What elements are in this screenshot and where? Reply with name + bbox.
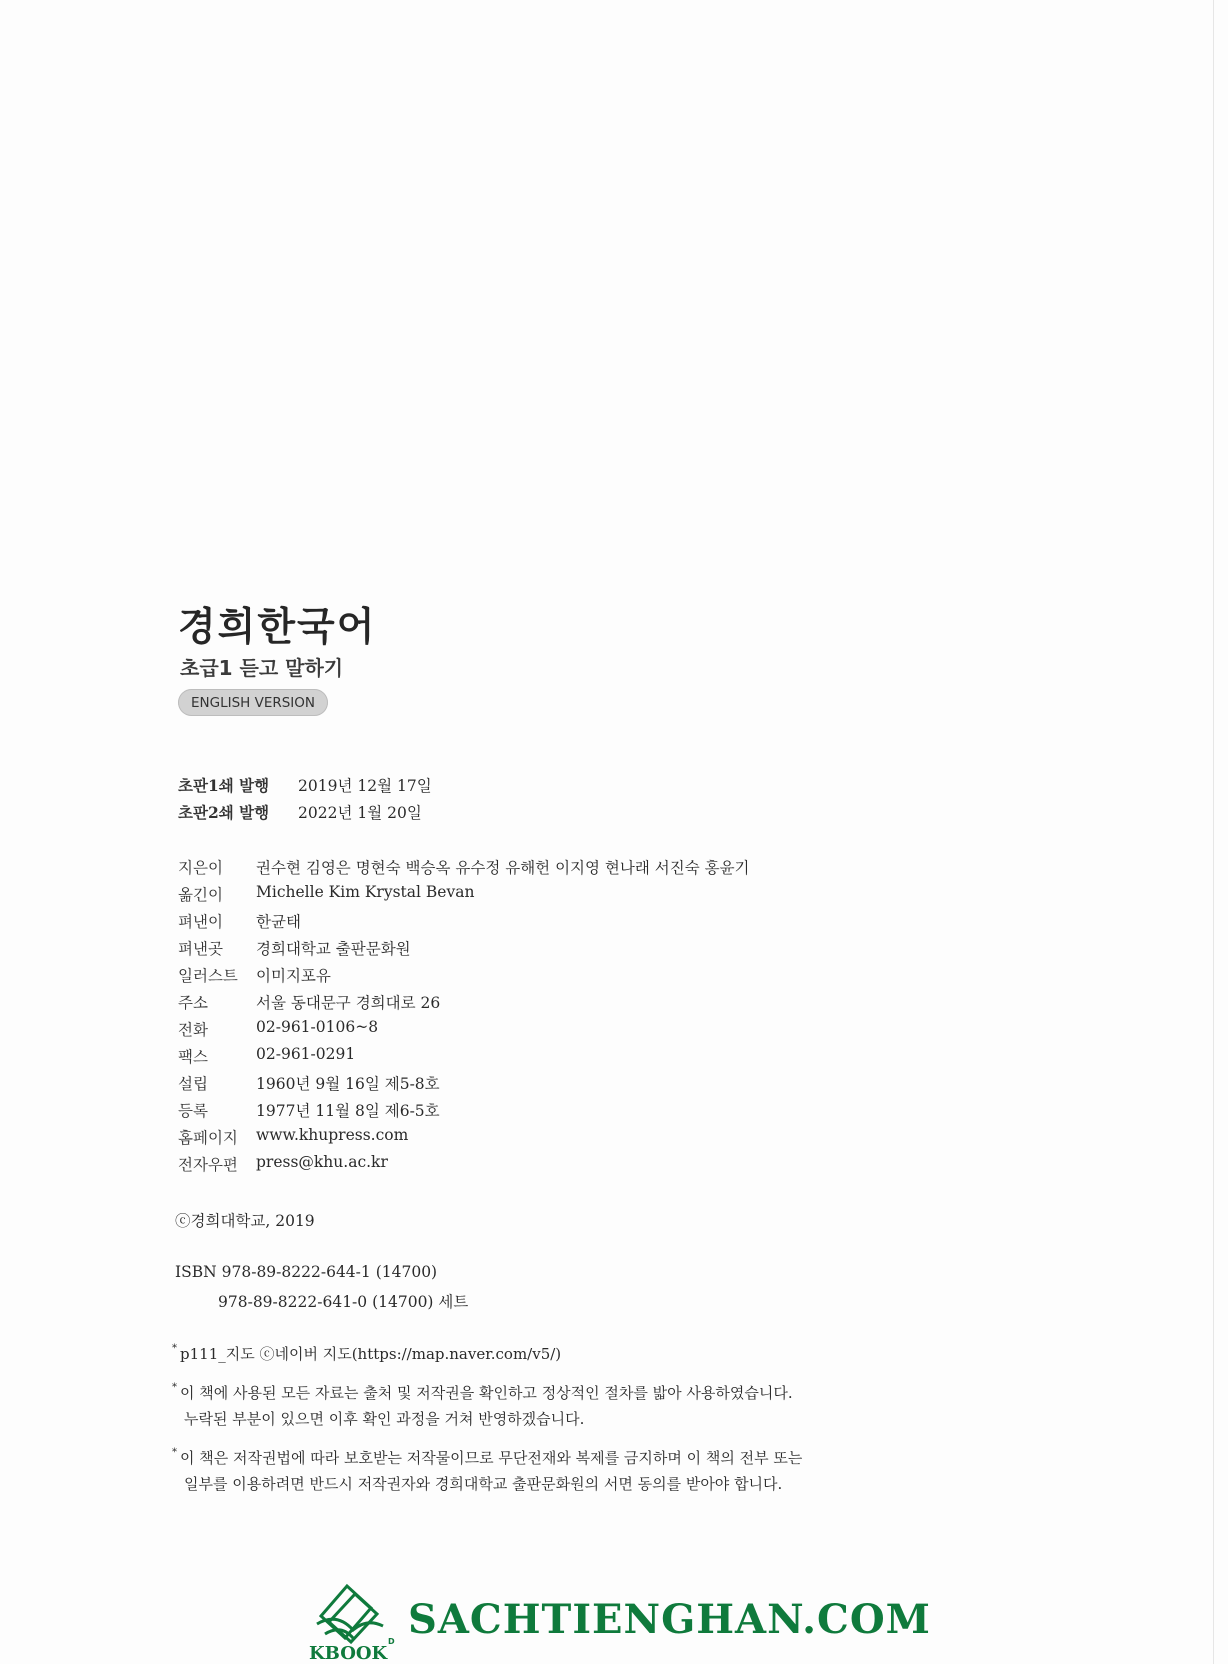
credit-row [178,1045,750,1072]
credit-label: 펴낸이 [178,913,223,931]
credit-row [178,910,750,937]
credit-value: 1977년 11월 8일 제6-5호 [256,1102,440,1120]
credit-row [178,991,750,1018]
asterisk-icon: * [172,1382,177,1393]
logo-text: KBOOK [309,1643,388,1662]
note-copyright-law [172,1447,802,1499]
credit-row [178,937,750,964]
asterisk-icon: * [172,1447,177,1458]
credit-label: 전자우편 [178,1156,238,1174]
print-date: 2019년 12월 17일 [298,777,432,795]
edition-badge: ENGLISH VERSION [178,689,328,716]
print-row [178,774,432,801]
credit-label: 주소 [178,994,208,1012]
copyright-notice: ⓒ경희대학교, 2019 [175,1212,315,1230]
credit-value: 02-961-0106~8 [256,1018,379,1036]
credit-label: 홈페이지 [178,1129,238,1147]
logo-mark: D [388,1637,395,1646]
note-text: 이 책은 저작권법에 따라 보호받는 저작물이므로 무단전재와 복제를 금지하며 이 책의 전부 또는 [180,1449,803,1467]
credit-row [178,964,750,991]
note-line [172,1382,802,1408]
book-subtitle: 초급1 듣고 말하기 [180,656,344,680]
watermark-site: SACHTIENGHAN.COM [408,1596,931,1643]
note-text: 이 책에 사용된 모든 자료는 출처 및 저작권을 확인하고 정상적인 절차를 밟아 사용하였습니다. [180,1384,793,1402]
notes-section [172,1343,802,1512]
note-line: 일부를 이용하려면 반드시 저작권자와 경희대학교 출판문화원의 서면 동의를 받아야 합니다. [184,1475,783,1493]
note-sources [172,1382,802,1434]
credit-value: 경희대학교 출판문화원 [256,940,411,958]
print-date: 2022년 1월 20일 [298,804,422,822]
credit-label: 설립 [178,1075,208,1093]
credit-label: 지은이 [178,859,223,877]
credit-value: Michelle Kim Krystal Bevan [256,883,475,901]
note-text: p111_지도 ⓒ네이버 지도(https://map.naver.com/v5/) [180,1345,562,1363]
credit-row [178,1099,750,1126]
note-line: 누락된 부분이 있으면 이후 확인 과정을 거쳐 반영하겠습니다. [184,1410,585,1428]
credit-row [178,1072,750,1099]
note-line [172,1343,802,1369]
asterisk-icon: * [172,1343,177,1354]
email-link[interactable]: press@khu.ac.kr [256,1153,388,1171]
book-stack-icon [317,1586,383,1642]
credit-label: 일러스트 [178,967,238,985]
credit-row [178,1126,750,1153]
credit-label: 펴낸곳 [178,940,223,958]
credit-row [178,856,750,883]
credit-value: 02-961-0291 [256,1045,356,1063]
credit-value: 이미지포유 [256,967,331,985]
note-line [172,1447,802,1473]
credit-value: 한균태 [256,913,301,931]
credit-row [178,1018,750,1045]
print-label: 초판1쇄 발행 [178,776,270,795]
note-map-credit [172,1343,802,1369]
print-label: 초판2쇄 발행 [178,803,270,822]
credit-value: 1960년 9월 16일 제5-8호 [256,1075,440,1093]
isbn-block [175,1263,468,1317]
credit-label: 등록 [178,1102,208,1120]
credit-row [178,883,750,910]
credit-label: 옮긴이 [178,886,223,904]
page-edge [1213,0,1214,1664]
credits-list [178,856,750,1180]
print-history [178,774,432,828]
credit-value: 서울 동대문구 경희대로 26 [256,994,441,1012]
isbn-line-set: 978-89-8222-641-0 (14700) 세트 [218,1293,469,1311]
credit-label: 팩스 [178,1048,208,1066]
homepage-link[interactable]: www.khupress.com [256,1126,409,1144]
credit-row [178,1153,750,1180]
kbook-logo [307,1578,399,1662]
credit-label: 전화 [178,1021,208,1039]
isbn-line: ISBN 978-89-8222-644-1 (14700) [175,1263,438,1281]
credit-value: 권수현 김영은 명현숙 백승옥 유수정 유해헌 이지영 현나래 서진숙 홍윤기 [256,859,750,877]
print-row [178,801,432,828]
book-title: 경희한국어 [178,605,377,650]
